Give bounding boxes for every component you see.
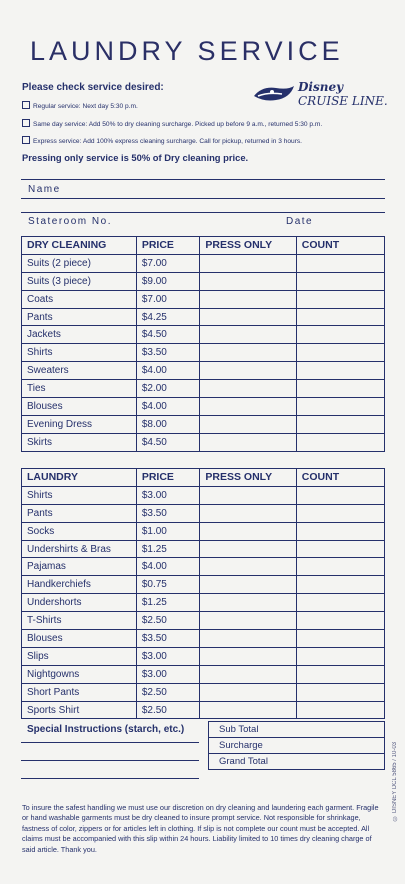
dry-cleaning-header-cell: PRICE — [136, 237, 200, 255]
form-code: © DISNEY DCL 5865 / 10-03 — [392, 742, 398, 821]
item-price: $2.00 — [136, 380, 200, 398]
item-name: Jackets — [22, 326, 137, 344]
item-name: Shirts — [22, 344, 137, 362]
footer-disclaimer: To insure the safest handling we must use our discretion on dry cleaning and laundering each garment. Fragile or hand washable garments must be dry cleaned to insure prompt service. Not responsible for shrinkage, fastness of color, zippers or for articles left in clothing. If slip is not complete our count must be accepted. All claims must be accompanied with this slip within 24 hours. Liability limited to 10 times dry cleaning charge of said article. Thank you. — [22, 803, 379, 854]
count-cell[interactable] — [296, 683, 384, 701]
special-instructions-line[interactable] — [21, 760, 199, 761]
count-cell[interactable] — [296, 398, 384, 416]
item-name: Sports Shirt — [22, 701, 137, 719]
item-price: $4.00 — [136, 362, 200, 380]
name-field[interactable] — [21, 198, 385, 199]
table-row — [22, 362, 385, 380]
table-row — [22, 486, 385, 504]
item-price: $7.00 — [136, 290, 200, 308]
item-price: $9.00 — [136, 272, 200, 290]
laundry-header-cell: PRICE — [136, 469, 200, 487]
table-row — [22, 344, 385, 362]
table-row — [22, 701, 385, 719]
special-instructions-label: Special Instructions (starch, etc.) — [27, 724, 185, 735]
press-only-cell[interactable] — [200, 344, 296, 362]
press-only-cell[interactable] — [200, 594, 296, 612]
count-cell[interactable] — [296, 415, 384, 433]
count-cell[interactable] — [296, 647, 384, 665]
checkbox[interactable] — [22, 136, 30, 144]
item-price: $7.00 — [136, 254, 200, 272]
table-row — [22, 380, 385, 398]
table-row — [22, 522, 385, 540]
logo-cruise-line-text: CRUISE LINE. — [298, 94, 388, 108]
press-only-cell[interactable] — [200, 665, 296, 683]
table-row — [22, 540, 385, 558]
table-row — [22, 290, 385, 308]
item-price: $3.50 — [136, 504, 200, 522]
form-title: LAUNDRY SERVICE — [30, 36, 344, 66]
option-regular[interactable] — [22, 101, 138, 110]
option-regular-label: Regular service: Next day 5:30 p.m. — [33, 103, 138, 110]
item-price: $3.00 — [136, 486, 200, 504]
table-row — [22, 665, 385, 683]
table-row — [22, 398, 385, 416]
total-label[interactable]: Surcharge — [209, 738, 385, 754]
press-only-cell[interactable] — [200, 522, 296, 540]
item-price: $3.00 — [136, 665, 200, 683]
press-only-cell[interactable] — [200, 398, 296, 416]
item-price: $2.50 — [136, 683, 200, 701]
item-name: Ties — [22, 380, 137, 398]
laundry-header-cell: PRESS ONLY — [200, 469, 296, 487]
totals-row — [209, 722, 385, 738]
laundry-header-cell: LAUNDRY — [22, 469, 137, 487]
item-name: Pajamas — [22, 558, 137, 576]
item-name: T-Shirts — [22, 612, 137, 630]
count-cell[interactable] — [296, 594, 384, 612]
table-row — [22, 612, 385, 630]
item-name: Undershorts — [22, 594, 137, 612]
press-only-cell[interactable] — [200, 362, 296, 380]
count-cell[interactable] — [296, 576, 384, 594]
item-price: $4.50 — [136, 433, 200, 451]
totals-row — [209, 754, 385, 770]
disney-cruise-line-logo — [252, 80, 388, 110]
item-price: $4.50 — [136, 326, 200, 344]
count-cell[interactable] — [296, 308, 384, 326]
table-row — [22, 594, 385, 612]
table-row — [22, 433, 385, 451]
item-name: Sweaters — [22, 362, 137, 380]
totals-table — [208, 721, 385, 770]
table-row — [22, 683, 385, 701]
press-only-cell[interactable] — [200, 576, 296, 594]
count-cell[interactable] — [296, 326, 384, 344]
count-cell[interactable] — [296, 540, 384, 558]
count-cell[interactable] — [296, 254, 384, 272]
date-label: Date — [286, 216, 314, 227]
item-price: $1.25 — [136, 540, 200, 558]
table-row — [22, 272, 385, 290]
item-name: Handkerchiefs — [22, 576, 137, 594]
count-cell[interactable] — [296, 380, 384, 398]
count-cell[interactable] — [296, 486, 384, 504]
table-row — [22, 504, 385, 522]
item-price: $3.00 — [136, 647, 200, 665]
item-price: $3.50 — [136, 630, 200, 648]
option-express[interactable] — [22, 136, 302, 145]
item-name: Short Pants — [22, 683, 137, 701]
item-price: $1.25 — [136, 594, 200, 612]
press-only-cell[interactable] — [200, 415, 296, 433]
dry-cleaning-header-cell: PRESS ONLY — [200, 237, 296, 255]
count-cell[interactable] — [296, 701, 384, 719]
press-only-cell[interactable] — [200, 290, 296, 308]
count-cell[interactable] — [296, 362, 384, 380]
item-name: Slips — [22, 647, 137, 665]
item-price: $0.75 — [136, 576, 200, 594]
total-label[interactable]: Grand Total — [209, 754, 385, 770]
special-instructions-line[interactable] — [21, 778, 199, 779]
stateroom-field[interactable] — [21, 212, 385, 213]
dry-cleaning-header-cell: COUNT — [296, 237, 384, 255]
dry-cleaning-table — [21, 236, 385, 452]
name-label: Name — [28, 184, 61, 195]
total-label[interactable]: Sub Total — [209, 722, 385, 738]
item-price: $8.00 — [136, 415, 200, 433]
item-name: Pants — [22, 308, 137, 326]
item-name: Nightgowns — [22, 665, 137, 683]
stateroom-label: Stateroom No. — [28, 216, 112, 227]
press-only-cell[interactable] — [200, 504, 296, 522]
count-cell[interactable] — [296, 522, 384, 540]
count-cell[interactable] — [296, 290, 384, 308]
table-row — [22, 326, 385, 344]
table-row — [22, 647, 385, 665]
option-same-day-label: Same day service: Add 50% to dry cleaning surcharge. Picked up before 9 a.m., returned 5:30 p.m. — [33, 121, 323, 128]
table-row — [22, 630, 385, 648]
item-price: $2.50 — [136, 612, 200, 630]
item-name: Suits (2 piece) — [22, 254, 137, 272]
ship-icon — [252, 82, 296, 108]
table-row — [22, 415, 385, 433]
totals-row — [209, 738, 385, 754]
item-price: $4.00 — [136, 558, 200, 576]
item-name: Blouses — [22, 630, 137, 648]
count-cell[interactable] — [296, 630, 384, 648]
press-only-cell[interactable] — [200, 558, 296, 576]
table-row — [22, 558, 385, 576]
item-price: $3.50 — [136, 344, 200, 362]
table-row — [22, 576, 385, 594]
press-only-cell[interactable] — [200, 486, 296, 504]
item-name: Shirts — [22, 486, 137, 504]
pressing-note: Pressing only service is 50% of Dry cleaning price. — [22, 152, 249, 163]
table-row — [22, 254, 385, 272]
item-name: Skirts — [22, 433, 137, 451]
table-row — [22, 308, 385, 326]
press-only-cell[interactable] — [200, 701, 296, 719]
press-only-cell[interactable] — [200, 308, 296, 326]
item-name: Pants — [22, 504, 137, 522]
item-name: Blouses — [22, 398, 137, 416]
count-cell[interactable] — [296, 558, 384, 576]
special-instructions-line[interactable] — [21, 742, 199, 743]
checkbox[interactable] — [22, 101, 30, 109]
item-price: $4.00 — [136, 398, 200, 416]
item-name: Socks — [22, 522, 137, 540]
press-only-cell[interactable] — [200, 272, 296, 290]
count-cell[interactable] — [296, 665, 384, 683]
count-cell[interactable] — [296, 433, 384, 451]
press-only-cell[interactable] — [200, 540, 296, 558]
item-name: Coats — [22, 290, 137, 308]
laundry-header-row — [22, 469, 385, 487]
item-price: $4.25 — [136, 308, 200, 326]
count-cell[interactable] — [296, 612, 384, 630]
press-only-cell[interactable] — [200, 612, 296, 630]
option-express-label: Express service: Add 100% express cleaning surcharge. Call for pickup, returned in 3 hours. — [33, 138, 303, 145]
press-only-cell[interactable] — [200, 630, 296, 648]
checkbox[interactable] — [22, 119, 30, 127]
option-same-day[interactable] — [22, 119, 322, 128]
dry-cleaning-header-row — [22, 237, 385, 255]
press-only-cell[interactable] — [200, 254, 296, 272]
dry-cleaning-header-cell: DRY CLEANING — [22, 237, 137, 255]
item-name: Undershirts & Bras — [22, 540, 137, 558]
logo-disney-text: Disney — [298, 80, 344, 94]
item-price: $2.50 — [136, 701, 200, 719]
divider — [21, 179, 385, 180]
item-name: Suits (3 piece) — [22, 272, 137, 290]
service-prompt: Please check service desired: — [22, 82, 164, 93]
count-cell[interactable] — [296, 272, 384, 290]
press-only-cell[interactable] — [200, 380, 296, 398]
item-name: Evening Dress — [22, 415, 137, 433]
count-cell[interactable] — [296, 344, 384, 362]
press-only-cell[interactable] — [200, 326, 296, 344]
press-only-cell[interactable] — [200, 433, 296, 451]
laundry-table — [21, 468, 385, 719]
count-cell[interactable] — [296, 504, 384, 522]
press-only-cell[interactable] — [200, 683, 296, 701]
press-only-cell[interactable] — [200, 647, 296, 665]
laundry-header-cell: COUNT — [296, 469, 384, 487]
item-price: $1.00 — [136, 522, 200, 540]
